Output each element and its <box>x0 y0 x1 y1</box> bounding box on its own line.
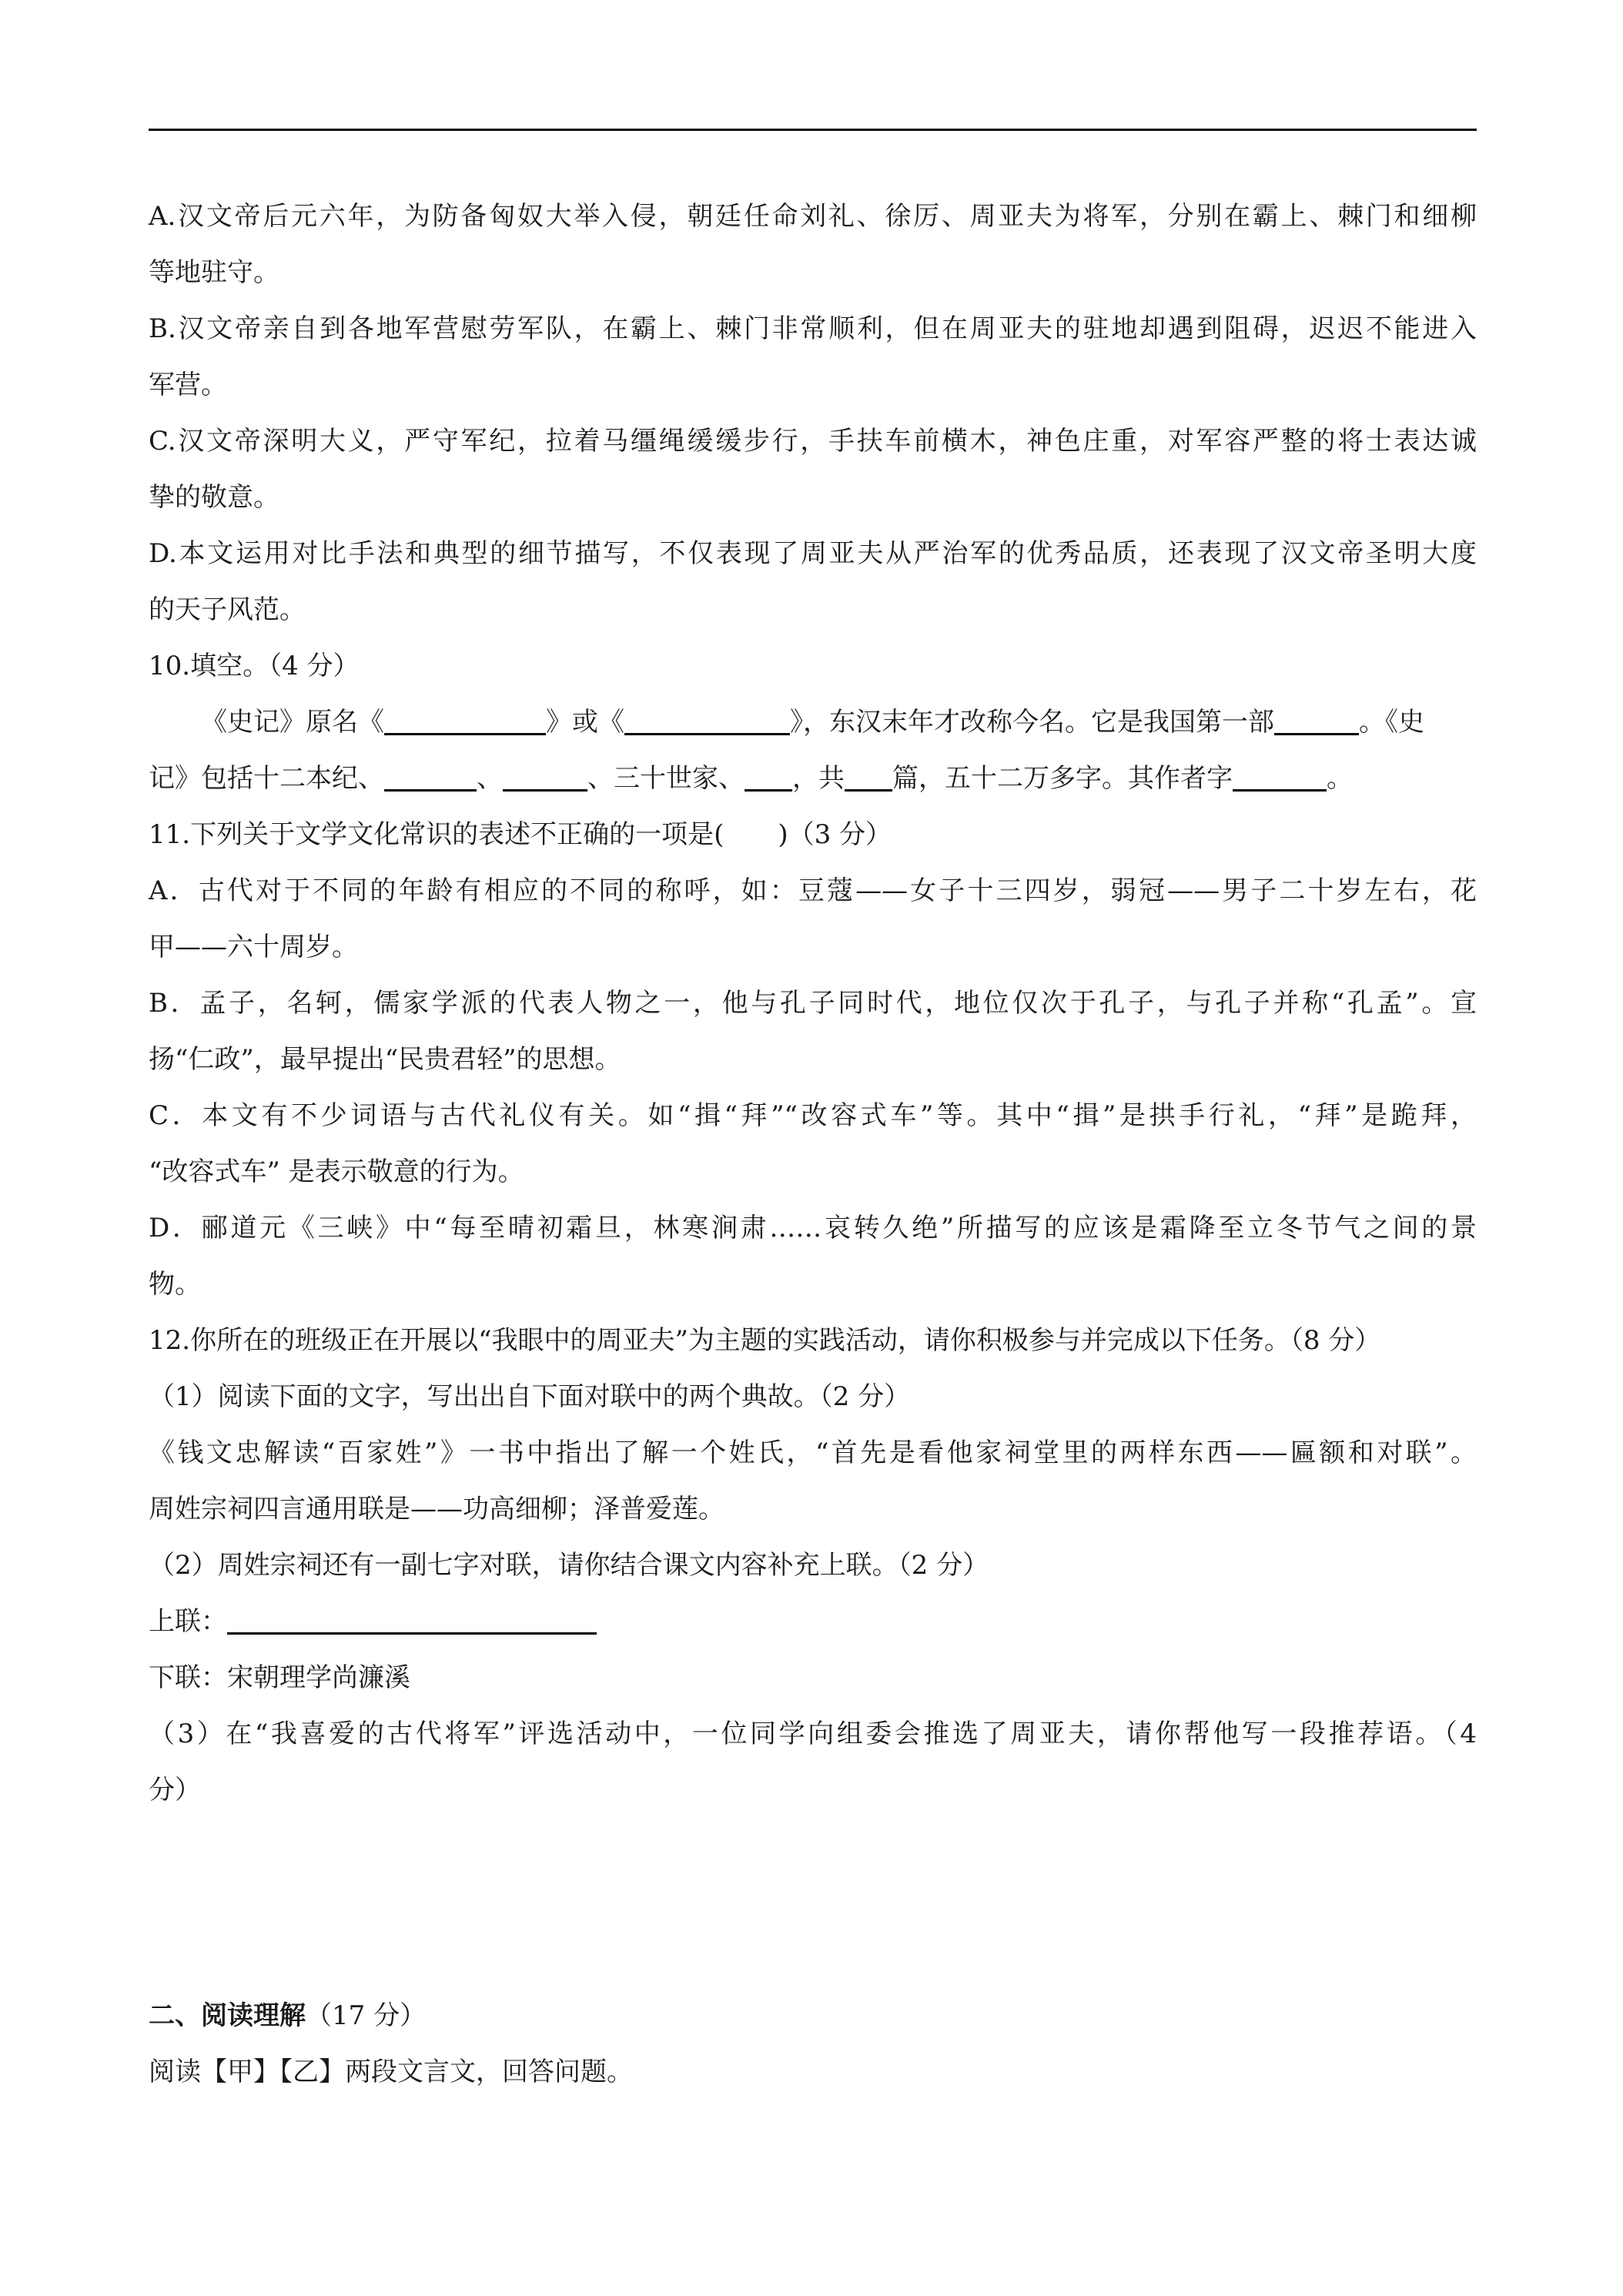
q11-option-d-line-2: 物。 <box>149 1269 201 1300</box>
q9-option-d-line-1: D.本文运用对比手法和典型的细节描写，不仅表现了周亚夫从严治军的优秀品质，还表现了汉文帝圣明大度 <box>149 538 1477 569</box>
q9-option-c <box>149 413 1477 526</box>
q12-title: 12.你所在的班级正在开展以“我眼中的周亚夫”为主题的实践活动，请你积极参与并完成以下任务。（8 分） <box>149 1325 1381 1356</box>
q10-text: ，共 <box>792 763 845 794</box>
answer-blank[interactable] <box>1274 704 1359 735</box>
section2-instruction: 阅读【甲】【乙】两段文言文，回答问题。 <box>149 2057 633 2087</box>
q11-option-d-line-1: D．郦道元《三峡》中“每至晴初霜旦，林寒涧肃……哀转久绝”所描写的应该是霜降至立冬节气之间的景 <box>149 1213 1477 1243</box>
q12-sub1-text-line-1: 《钱文忠解读“百家姓”》一书中指出了解一个姓氏，“首先是看他家祠堂里的两样东西——匾额和对联”。 <box>149 1438 1477 1468</box>
document-body <box>149 189 1477 2100</box>
upper-couplet-label: 上联： <box>149 1606 227 1637</box>
q12-sub1-text-line-2: 周姓宗祠四言通用联是——功高细柳；泽普爱莲。 <box>149 1494 724 1525</box>
q10-text: 记》包括十二本纪、 <box>149 763 384 794</box>
q11-option-a-line-1: A．古代对于不同的年龄有相应的不同的称呼，如：豆蔻——女子十三四岁，弱冠——男子二十岁左右，花 <box>149 875 1477 906</box>
q9-option-b-line-2: 军营。 <box>149 370 227 400</box>
q12-sub3-line-2: 分） <box>149 1775 201 1806</box>
section2-heading-text: 二、阅读理解 <box>149 2000 306 2031</box>
q11-option-b-line-1: B．孟子，名轲，儒家学派的代表人物之一，他与孔子同时代，地位仅次于孔子，与孔子并称“孔孟”。宣 <box>149 988 1477 1019</box>
q9-option-a <box>149 189 1477 301</box>
answer-blank[interactable] <box>1233 760 1327 792</box>
q11-title-text: 11.下列关于文学文化常识的表述不正确的一项是( <box>149 819 724 850</box>
q10-title: 10.填空。（4 分） <box>149 651 360 681</box>
answer-blank[interactable] <box>384 760 477 792</box>
answer-blank[interactable] <box>845 760 892 792</box>
q11-option-a <box>149 863 1477 976</box>
q11-option-c <box>149 1088 1477 1200</box>
q9-option-c-line-2: 挚的敬意。 <box>149 482 279 513</box>
q10-line-1 <box>149 694 1477 751</box>
q9-option-a-line-1: A.汉文帝后元六年，为防备匈奴大举入侵，朝廷任命刘礼、徐厉、周亚夫为将军，分别在霸上、棘门和细柳 <box>149 201 1477 232</box>
q11-option-d <box>149 1200 1477 1313</box>
q12-lower-couplet: 下联：宋朝理学尚濂溪 <box>149 1662 410 1693</box>
section-gap <box>149 1931 1477 1988</box>
q9-option-d-line-2: 的天子风范。 <box>149 594 306 625</box>
answer-blank[interactable] <box>624 704 790 735</box>
q9-option-a-line-2: 等地驻守。 <box>149 257 279 288</box>
q11-option-b <box>149 976 1477 1088</box>
answer-blank[interactable] <box>503 760 587 792</box>
answer-space[interactable] <box>149 1819 1477 1931</box>
q10-text: 》或《 <box>546 707 624 738</box>
section2-heading <box>149 1988 1477 2044</box>
q10-text: 。《史 <box>1359 707 1424 738</box>
answer-blank[interactable] <box>384 704 546 735</box>
q11-option-b-line-2: 扬“仁政”，最早提出“民贵君轻”的思想。 <box>149 1044 621 1075</box>
q10-text: 》，东汉末年才改称今名。它是我国第一部 <box>790 707 1274 738</box>
q9-option-b-line-1: B.汉文帝亲自到各地军营慰劳军队，在霸上、棘门非常顺利，但在周亚夫的驻地却遇到阻碍，迟迟不能进入 <box>149 313 1477 344</box>
answer-blank[interactable] <box>745 760 792 792</box>
q12-sub1: （1）阅读下面的文字，写出出自下面对联中的两个典故。（2 分） <box>149 1381 911 1412</box>
q11-option-c-line-2: “改容式车” 是表示敬意的行为。 <box>149 1156 524 1187</box>
q10-text: 、三十世家、 <box>587 763 745 794</box>
q11-title-score: )（3 分） <box>778 819 892 850</box>
q11-option-c-line-1: C．本文有不少词语与古代礼仪有关。如“揖“拜”“改容式车”等。其中“揖”是拱手行礼，“拜”是跪拜， <box>149 1100 1477 1131</box>
section2-score: （17 分） <box>306 2000 427 2031</box>
q12-upper-couplet <box>149 1594 1477 1650</box>
q11-title <box>149 807 1477 863</box>
q10-line-2 <box>149 751 1477 807</box>
q9-option-b <box>149 301 1477 413</box>
q10-text: 《史记》原名《 <box>201 707 384 738</box>
upper-couplet-answer-blank[interactable] <box>227 1603 597 1635</box>
q11-option-a-line-2: 甲——六十周岁。 <box>149 932 358 962</box>
q10-text: 。 <box>1327 763 1353 794</box>
q12-sub2: （2）周姓宗祠还有一副七字对联，请你结合课文内容补充上联。（2 分） <box>149 1550 989 1581</box>
q12-sub3-line-1: （3）在“我喜爱的古代将军”评选活动中，一位同学向组委会推选了周亚夫，请你帮他写一段推荐语。（4 <box>149 1719 1477 1749</box>
q9-option-d <box>149 526 1477 638</box>
q10-text: 、 <box>477 763 503 794</box>
q9-option-c-line-1: C.汉文帝深明大义，严守军纪，拉着马缰绳缓缓步行，手扶车前横木，神色庄重，对军容严整的将士表达诚 <box>149 426 1477 457</box>
q10-text: 篇，五十二万多字。其作者字 <box>892 763 1233 794</box>
header-rule <box>149 129 1477 131</box>
